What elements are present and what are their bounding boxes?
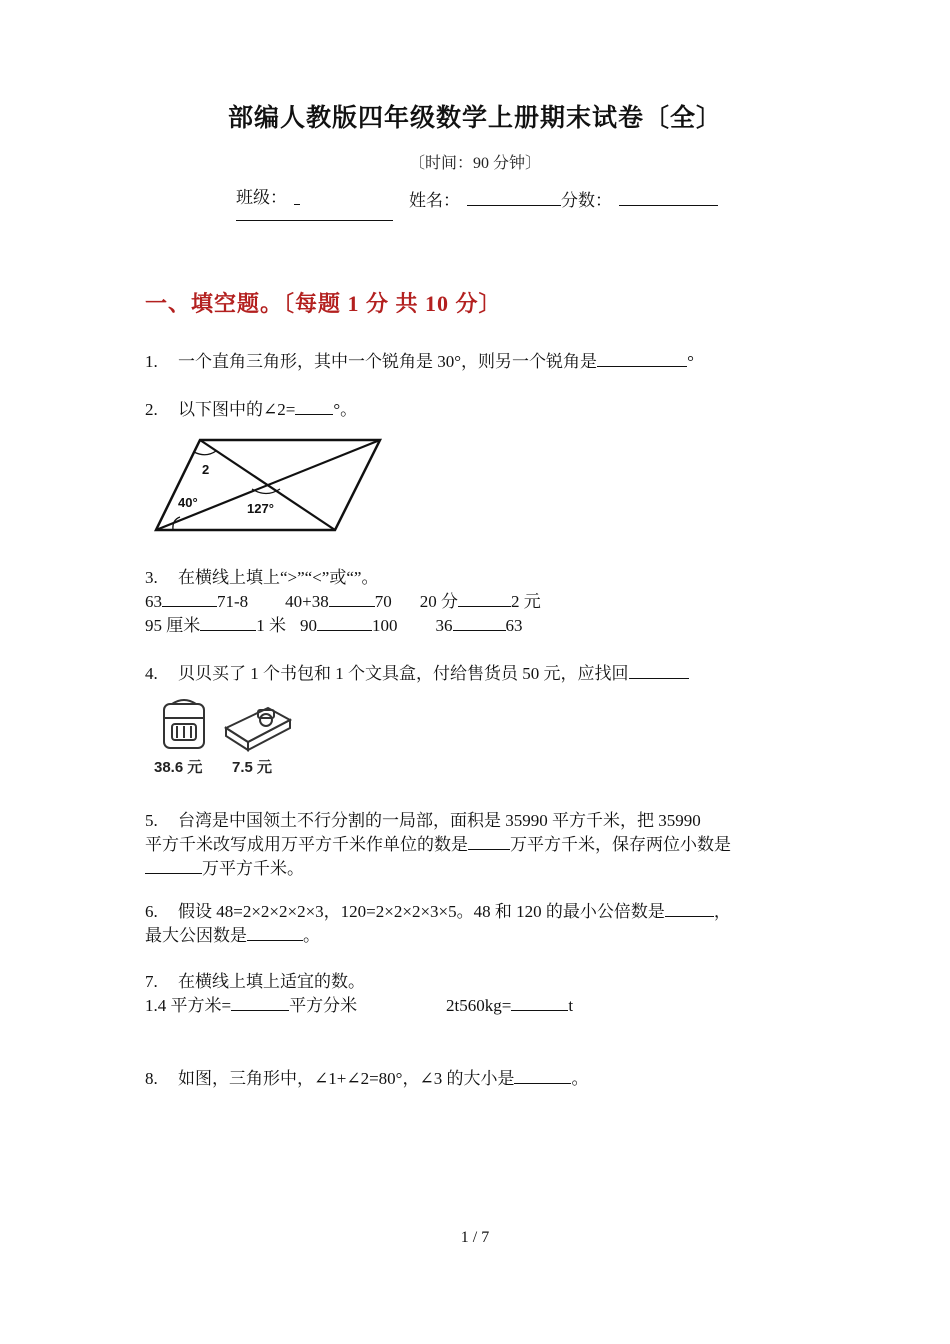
score-field[interactable] [619, 205, 718, 206]
question-number: 8. [145, 1069, 158, 1088]
comparison-row [145, 614, 523, 638]
answer-blank[interactable] [665, 900, 714, 917]
class-label: 班级： [236, 188, 287, 207]
question-text: 一个直角三角形，其中一个锐角是 30°，则另一个锐角是 [178, 352, 598, 371]
comparison-left: 90 [300, 616, 317, 635]
question-text: 平方千米改写成用万平方千米作单位的数是 [145, 835, 468, 854]
question-text: 最大公因数是 [145, 926, 247, 945]
question-text: 万平方千米。 [202, 859, 304, 878]
question-number: 7. [145, 972, 158, 991]
comparison-right: 71-8 [217, 592, 249, 611]
schoolbag-icon [164, 700, 204, 748]
question-number: 2. [145, 400, 158, 419]
comparison-left: 20 分 [419, 592, 459, 611]
comparison-row [145, 590, 541, 614]
question-text: 在横线上填上“>”“<”或“”。 [178, 568, 379, 587]
comparison-right: 63 [505, 616, 523, 635]
question-tail: ° [687, 352, 694, 371]
name-field[interactable] [467, 205, 561, 206]
question-number: 4. [145, 664, 158, 683]
comparison-blank[interactable] [162, 590, 217, 607]
shopping-items-figure [150, 698, 300, 780]
angle-2-label: 2 [202, 462, 210, 477]
question-text: 万平方千米，保存两位小数是 [510, 835, 731, 854]
name-label: 姓名： [409, 191, 460, 210]
question-5 [145, 809, 731, 881]
parallelogram-figure [150, 432, 390, 538]
angle-arc [194, 451, 216, 455]
comparison-right: 100 [372, 616, 398, 635]
diagonal-line [156, 440, 380, 530]
question-7 [145, 970, 365, 994]
answer-blank[interactable] [511, 994, 568, 1011]
question-tail: 。 [571, 1069, 589, 1088]
question-6 [145, 900, 731, 948]
answer-blank[interactable] [231, 994, 289, 1011]
conversion-item [145, 994, 357, 1018]
score-label: 分数： [561, 191, 612, 210]
angle-127-label: 127° [247, 501, 274, 516]
question-1 [145, 350, 694, 374]
angle-40-label: 40° [178, 495, 198, 510]
section-heading: 一、填空题。〔每题 1 分 共 10 分〕 [145, 291, 502, 316]
question-tail: 。 [303, 926, 320, 945]
class-field[interactable] [294, 204, 300, 205]
question-number: 1. [145, 352, 158, 371]
question-2 [145, 398, 357, 422]
question-text: 贝贝买了 1 个书包和 1 个文具盒，付给售货员 50 元，应找回 [178, 664, 629, 683]
question-number: 5. [145, 811, 158, 830]
answer-blank[interactable] [468, 833, 510, 850]
comparison-left: 63 [145, 592, 162, 611]
question-text: 在横线上填上适宜的数。 [178, 972, 365, 991]
conversion-unit: 平方分米 [289, 996, 358, 1015]
question-number: 3. [145, 568, 158, 587]
comparison-left: 40+38 [285, 592, 329, 611]
question-text: 假设 48=2×2×2×2×3，120=2×2×2×3×5。48 和 120 的最小公倍数是 [178, 902, 665, 921]
answer-blank[interactable] [247, 924, 303, 941]
question-tail: ， [713, 902, 731, 921]
question-8 [145, 1067, 588, 1091]
conversion-item [446, 994, 573, 1018]
comparison-left: 36 [435, 616, 453, 635]
comparison-right: 2 元 [511, 592, 541, 611]
comparison-blank[interactable] [200, 614, 256, 631]
answer-blank[interactable] [295, 398, 333, 415]
question-tail: °。 [333, 400, 358, 419]
conversion-left: 2t560kg= [446, 996, 512, 1015]
question-text: 台湾是中国领土不行分割的一局部，面积是 35990 平方千米，把 35990 [178, 811, 701, 830]
bag-price: 38.6 元 [154, 759, 203, 776]
answer-blank[interactable] [514, 1067, 571, 1084]
class-field-continuation[interactable] [236, 220, 393, 221]
question-text: 以下图中的∠2= [178, 400, 296, 419]
comparison-blank[interactable] [329, 590, 375, 607]
question-text: 如图，三角形中，∠1+∠2=80°，∠3 的大小是 [178, 1069, 515, 1088]
page-title: 部编人教版四年级数学上册期末试卷〔全〕 [227, 105, 722, 132]
comparison-right: 70 [374, 592, 392, 611]
page-number: 1 / 7 [460, 1229, 490, 1246]
comparison-blank[interactable] [317, 614, 372, 631]
angle-arc [173, 517, 180, 530]
answer-blank[interactable] [597, 350, 687, 367]
comparison-left: 95 厘米 [145, 616, 201, 635]
question-4 [145, 662, 689, 686]
comparison-blank[interactable] [453, 614, 506, 631]
box-price: 7.5 元 [232, 759, 273, 776]
time-limit: 〔时间：90 分钟〕 [408, 155, 541, 172]
conversion-left: 1.4 平方米= [145, 996, 232, 1015]
answer-blank[interactable] [629, 662, 689, 679]
conversion-unit: t [568, 996, 574, 1015]
comparison-blank[interactable] [458, 590, 511, 607]
question-3 [145, 566, 378, 590]
pencil-box-icon [226, 708, 290, 750]
comparison-right: 1 米 [256, 616, 286, 635]
question-number: 6. [145, 902, 158, 921]
answer-blank[interactable] [145, 857, 202, 874]
